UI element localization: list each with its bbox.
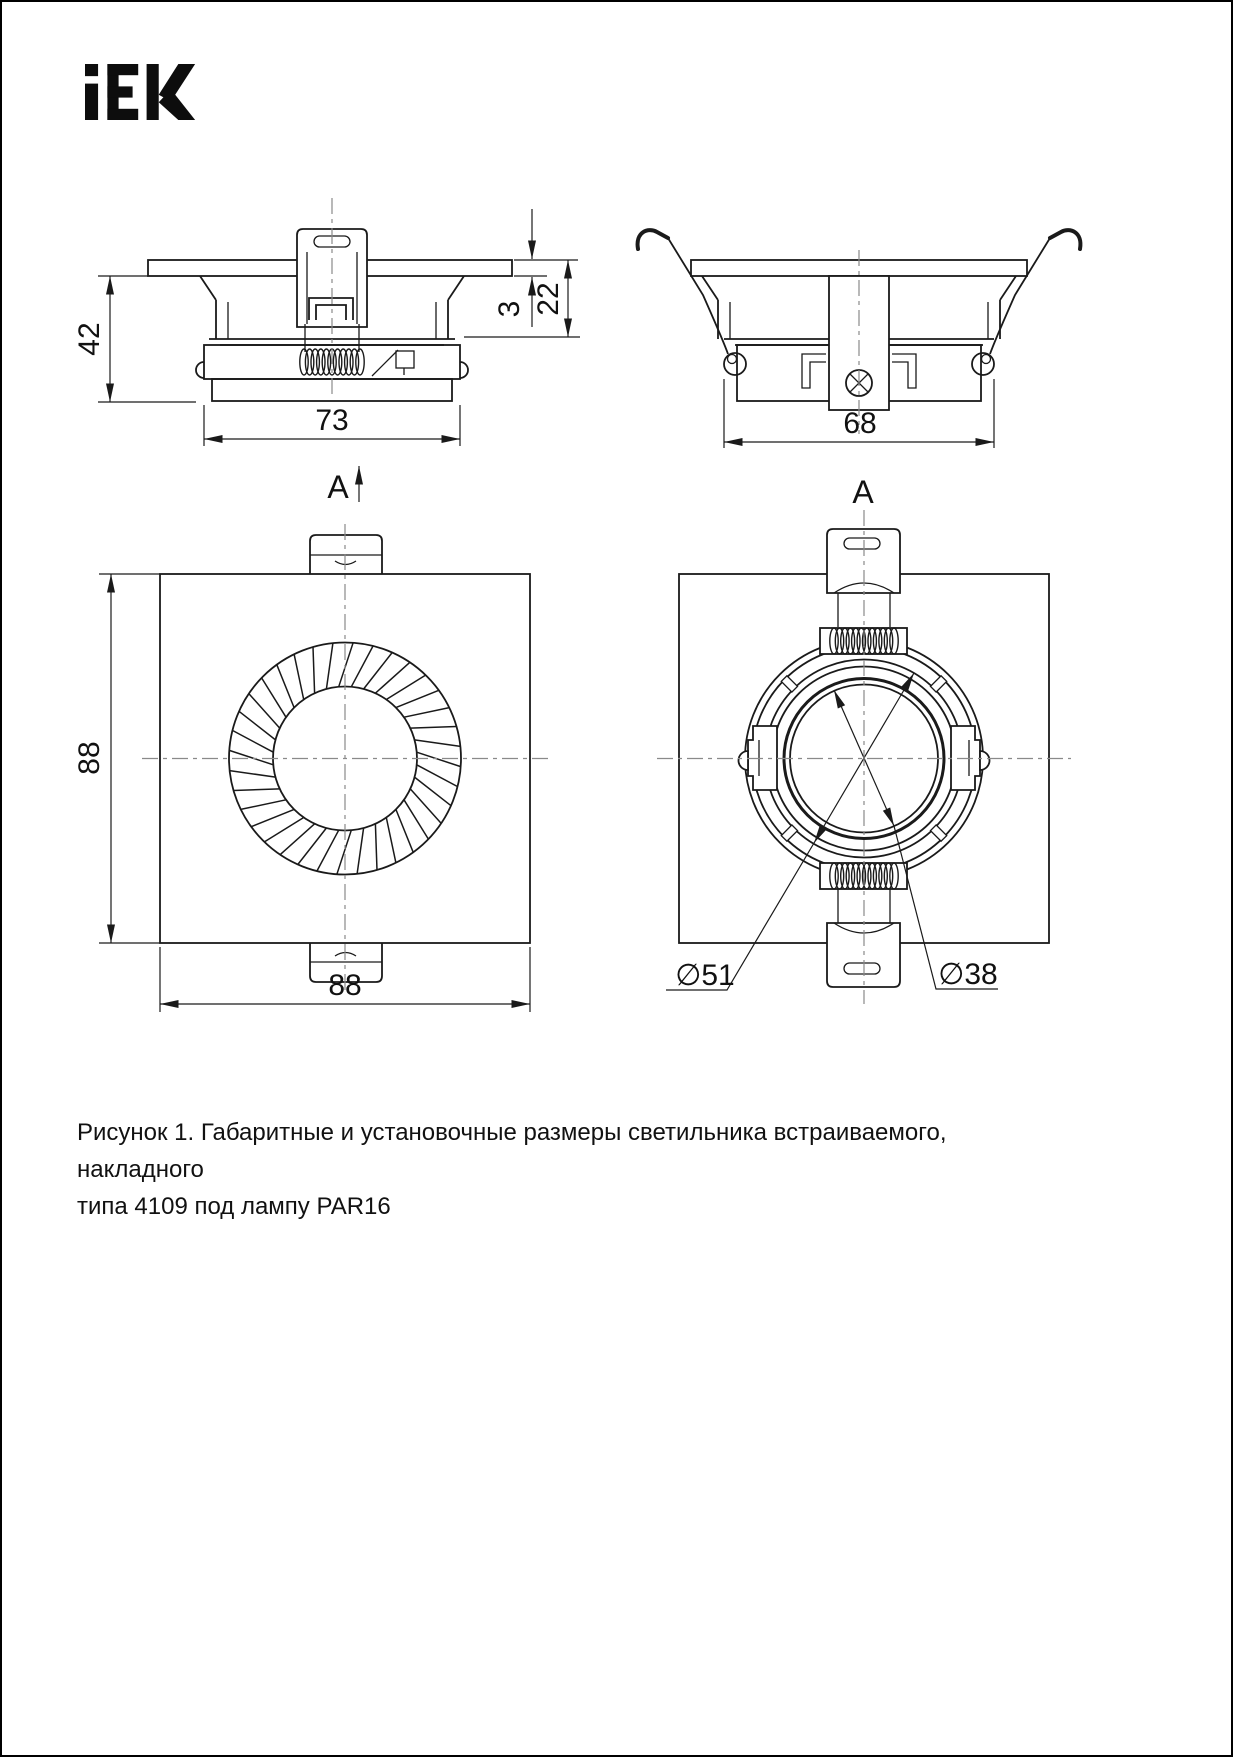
centerlines [142,524,548,995]
view-back [657,474,1071,1004]
dim-flange-label: 3 [493,300,526,318]
dim-height-label: 88 [73,741,106,775]
caption-line-2: типа 4109 под лампу PAR16 [77,1193,391,1220]
dim-22 [464,260,580,337]
dim-73 [204,404,460,446]
dim-height-label: 42 [73,322,106,356]
dim-42 [73,276,196,402]
technical-drawing [2,2,1233,1757]
figure-caption [77,1114,1037,1225]
view-side-installed [638,230,1081,448]
section-label-a: A [327,469,349,505]
caption-line-1: Рисунок 1. Габаритные и установочные размеры светильника встраиваемого, накладного [77,1119,947,1183]
dim-spread-label: 68 [843,407,877,440]
dim-opening-diameter-label: ∅38 [938,958,998,991]
top-tab [310,535,382,574]
dim-ring-diameter-label: ∅51 [675,959,735,992]
dim-depth-label: 22 [532,282,565,316]
section-label-a: A [852,474,874,510]
view-side-recessed [73,198,580,446]
dim-width-label: 73 [315,404,349,437]
dim-width-label: 88 [328,969,362,1002]
view-front [73,466,548,1012]
